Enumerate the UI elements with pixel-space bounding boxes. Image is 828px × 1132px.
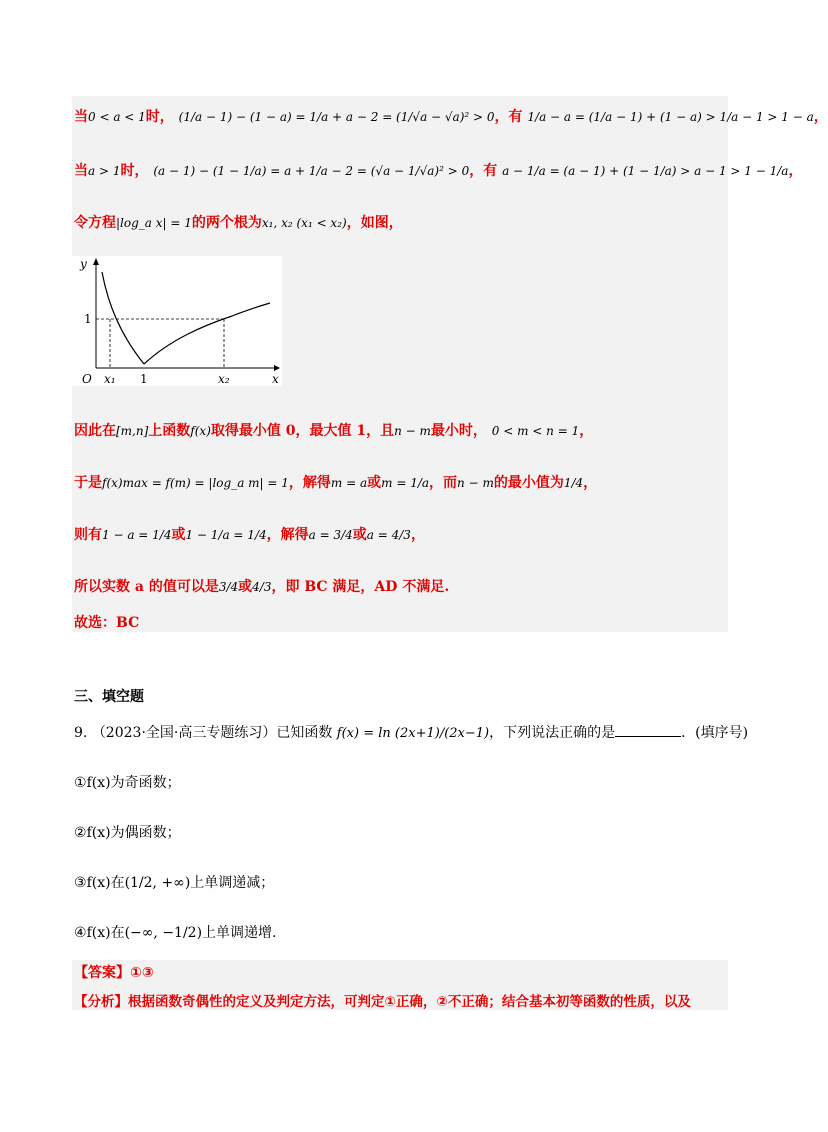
solution-line-3: [74, 212, 403, 232]
text: 或: [171, 527, 186, 543]
option-4: [74, 922, 277, 942]
answer-label: 【答案】: [74, 965, 130, 981]
math: f(x): [190, 424, 211, 438]
text: ，: [579, 423, 594, 439]
solution-line-2: [74, 160, 802, 180]
answer-blank[interactable]: [615, 724, 681, 737]
graph-background: [72, 256, 282, 386]
text: 时，: [145, 109, 174, 125]
text: ，: [788, 163, 803, 179]
text: 于是: [74, 475, 102, 491]
question-tail-end: ．(填序号): [681, 725, 749, 741]
answer-line: [74, 962, 154, 982]
math: m = a: [330, 476, 368, 490]
x1-label: x₁: [104, 372, 116, 386]
option-text: f(x)为偶函数；: [86, 825, 181, 841]
math: a > 1: [88, 164, 121, 178]
log-abs-graph: [72, 256, 282, 386]
text: 令方程: [74, 215, 116, 231]
text: 因此在: [74, 423, 116, 439]
option-mark: ②: [74, 825, 87, 841]
math: (a − 1) − (1 − 1/a) = a + 1/a − 2 = (√a − 1/√a)² > 0: [153, 164, 470, 178]
text: 所以实数 a 的值可以是: [74, 579, 219, 595]
text: ，如图，: [346, 215, 403, 231]
math: a = 3/4: [308, 528, 353, 542]
math: 1/4: [563, 476, 584, 490]
math: 0 < a < 1: [88, 110, 146, 124]
math: m = 1/a: [381, 476, 430, 490]
option-3: [74, 872, 274, 892]
solution-line-6: [74, 524, 425, 544]
analysis-line: [74, 990, 691, 1010]
text: 最小时，: [430, 423, 487, 439]
analysis-label: 【分析】: [74, 994, 128, 1010]
y-one-label: 1: [84, 312, 92, 326]
origin-label: O: [82, 372, 92, 386]
solution-conclusion: 故选：BC: [74, 615, 140, 631]
math: 3/4: [218, 580, 239, 594]
text: 上函数: [148, 423, 191, 439]
math: x₁, x₂ (x₁ < x₂): [261, 216, 347, 230]
text: 时，: [120, 163, 149, 179]
text: ，: [583, 475, 598, 491]
option-text: f(x)在(−∞, −1/2)上单调递增.: [86, 925, 277, 941]
option-1: [74, 772, 181, 792]
math: n − m: [394, 424, 431, 438]
text: ，而: [429, 475, 458, 491]
text: 或: [238, 579, 253, 595]
x2-label: x₂: [218, 372, 230, 386]
text: ，有: [494, 109, 523, 125]
math: 4/3: [252, 580, 272, 594]
text: 的最小值为: [493, 475, 564, 491]
text: 的两个根为: [191, 215, 262, 231]
function-formula: f(x) = ln (2x+1)/(2x−1): [336, 726, 490, 741]
math: (1/a − 1) − (1 − a) = 1/a + a − 2 = (1/√a − √a)² > 0: [178, 110, 495, 124]
text: 或: [352, 527, 367, 543]
option-mark: ①: [74, 775, 87, 791]
text: ，解得: [288, 475, 331, 491]
math: 1 − a = 1/4: [102, 528, 172, 542]
question-source: （2023·全国·高三专题练习）已知函数: [91, 725, 333, 741]
text: ，: [813, 109, 828, 125]
option-text: f(x)为奇函数；: [86, 775, 181, 791]
text: 当: [74, 163, 88, 179]
solution-line-1: [74, 106, 828, 126]
math: 0 < m < n = 1: [491, 424, 580, 438]
math: f(x)max = f(m) = |log_a m| = 1: [102, 476, 289, 490]
math: n − m: [457, 476, 494, 490]
option-2: [74, 822, 181, 842]
section-title: 三、填空题: [74, 689, 144, 705]
y-label: y: [80, 257, 87, 271]
text: 则有: [74, 527, 102, 543]
analysis-text: 根据函数奇偶性的定义及判定方法，可判定①正确，②不正确；结合基本初等函数的性质，以及: [128, 994, 691, 1010]
math: [m,n]: [116, 424, 149, 438]
option-text: f(x)在(1/2, +∞)上单调递减；: [86, 875, 275, 891]
text: ，即 BC 满足，AD 不满足.: [271, 579, 450, 595]
option-mark: ④: [74, 925, 87, 941]
math: 1 − 1/a = 1/4: [185, 528, 267, 542]
x-one-label: 1: [140, 372, 148, 386]
text: ，解得: [266, 527, 309, 543]
math: |log_a x| = 1: [116, 216, 192, 230]
math: a = 4/3: [366, 528, 411, 542]
solution-line-7: [74, 576, 449, 596]
text: ，有: [469, 163, 498, 179]
solution-line-4: [74, 420, 593, 440]
answer-value: ①③: [130, 965, 154, 981]
question-stem: [74, 722, 748, 742]
text: 取得最小值 0，最大值 1，且: [210, 423, 395, 439]
math: 1/a − a = (1/a − 1) + (1 − a) > 1/a − 1 > 1 − a: [527, 110, 814, 124]
question-tail: ，下列说法正确的是: [489, 725, 616, 741]
solution-line-5: [74, 472, 597, 492]
question-number: 9.: [74, 725, 88, 741]
text: 或: [367, 475, 382, 491]
math: a − 1/a = (a − 1) + (1 − 1/a) > a − 1 > 1 − 1/a: [502, 164, 789, 178]
x-label: x: [272, 372, 279, 386]
text: ，: [410, 527, 425, 543]
text: 当: [74, 109, 88, 125]
option-mark: ③: [74, 875, 87, 891]
